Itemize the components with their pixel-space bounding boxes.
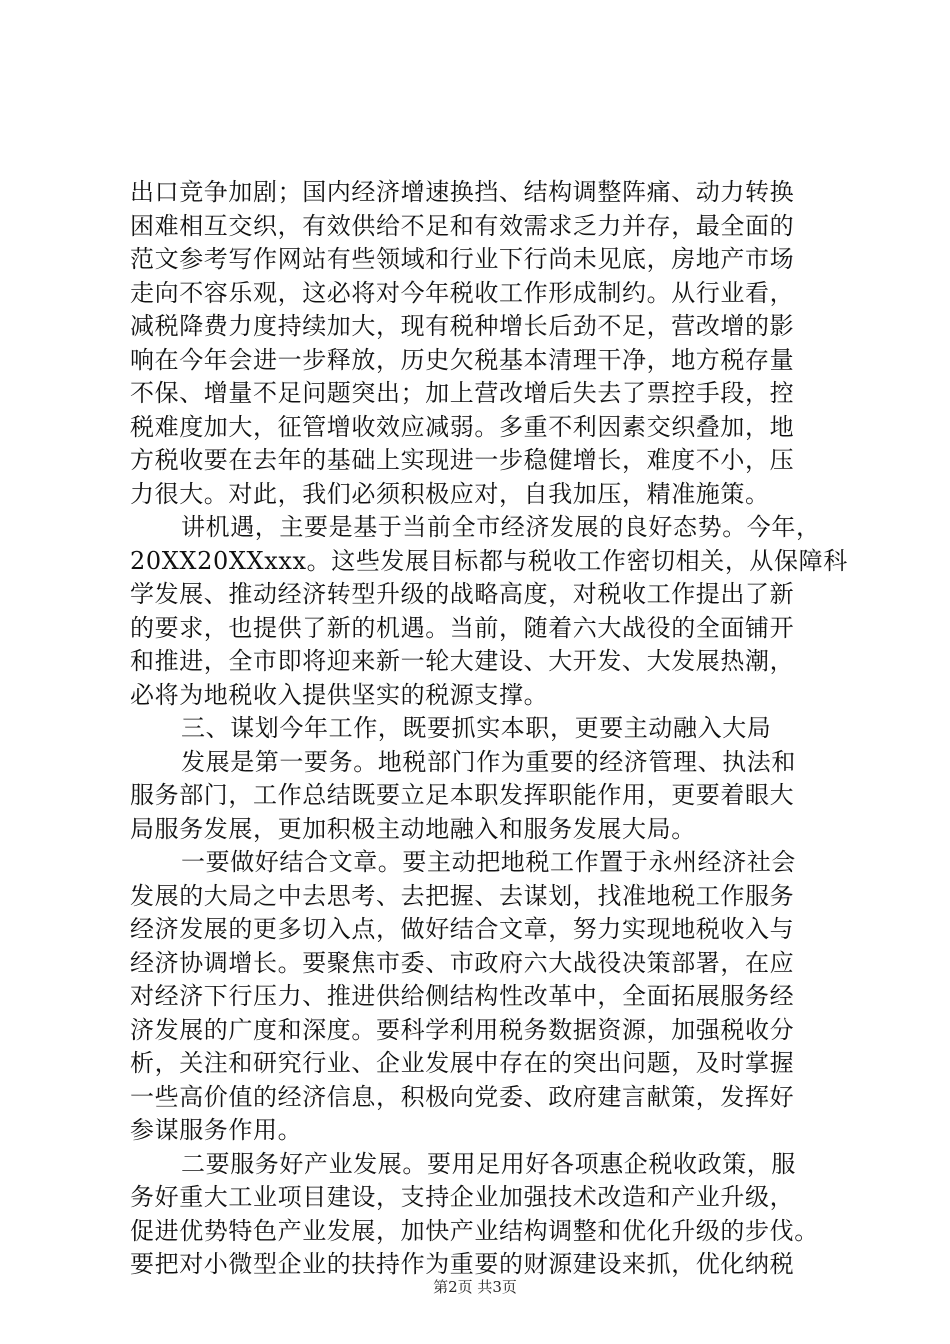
- text-line: 要把对小微型企业的扶持作为重要的财源建设来抓，优化纳税: [130, 1250, 795, 1278]
- text-line: 参谋服务作用。: [130, 1116, 303, 1144]
- text-line: 税难度加大，征管增收效应减弱。多重不利因素交织叠加，地: [130, 412, 795, 441]
- text-line: 和推进，全市即将迎来新一轮大建设、大开发、大发展热潮，: [130, 647, 795, 675]
- page-number-footer: 第2页 共3页: [433, 1278, 517, 1296]
- text-line: 20XX20XXxxx。这些发展目标都与税收工作密切相关，从保障科: [130, 546, 848, 575]
- text-line: 出口竞争加剧；国内经济增速换挡、结构调整阵痛、动力转换: [130, 178, 795, 206]
- document-body: [130, 176, 848, 1282]
- text-line: 力很大。对此，我们必须积极应对，自我加压，精准施策。: [130, 479, 770, 508]
- paragraph-start-line: 讲机遇，主要是基于当前全市经济发展的良好态势。今年，: [181, 513, 821, 541]
- text-line: 方税收要在去年的基础上实现进一步稳健增长，难度不小，压: [130, 446, 795, 474]
- paragraph-start-line: 发展是第一要务。地税部门作为重要的经济管理、执法和: [181, 747, 796, 776]
- paragraph-start-line: 二要服务好产业发展。要用足用好各项惠企税收政策，服: [181, 1149, 796, 1178]
- text-line: 对经济下行压力、推进供给侧结构性改革中，全面拓展服务经: [130, 982, 795, 1010]
- text-line: 学发展、推动经济转型升级的战略高度，对税收工作提出了新: [130, 580, 795, 608]
- text-line: 经济协调增长。要聚焦市委、市政府六大战役决策部署，在应: [130, 948, 795, 977]
- text-line: 困难相互交织，有效供给不足和有效需求乏力并存，最全面的: [130, 211, 795, 240]
- text-line: 服务部门，工作总结既要立足本职发挥职能作用，更要着眼大: [130, 781, 795, 809]
- text-line: 济发展的广度和深度。要科学利用税务数据资源，加强税收分: [130, 1015, 795, 1044]
- text-line: 的要求，也提供了新的机遇。当前，随着六大战役的全面铺开: [130, 613, 795, 642]
- text-line: 务好重大工业项目建设，支持企业加强技术改造和产业升级，: [130, 1183, 795, 1211]
- text-line: 范文参考写作网站有些领域和行业下行尚未见底，房地产市场: [130, 245, 795, 273]
- text-line: 析，关注和研究行业、企业发展中存在的突出问题，及时掌握: [130, 1049, 795, 1077]
- text-line: 发展的大局之中去思考、去把握、去谋划，找准地税工作服务: [130, 881, 795, 910]
- section-heading: 三、谋划今年工作，既要抓实本职，更要主动融入大局: [181, 714, 772, 742]
- text-line: 局服务发展，更加积极主动地融入和服务发展大局。: [130, 814, 696, 843]
- text-line: 经济发展的更多切入点，做好结合文章，努力实现地税收入与: [130, 915, 795, 943]
- paragraph-start-line: 一要做好结合文章。要主动把地税工作置于永州经济社会: [181, 848, 796, 876]
- text-line: 必将为地税收入提供坚实的税源支撑。: [130, 680, 549, 709]
- text-line: 促进优势特色产业发展，加快产业结构调整和优化升级的步伐。: [130, 1216, 819, 1245]
- text-line: 响在今年会进一步释放，历史欠税基本清理干净，地方税存量: [130, 345, 795, 374]
- text-line: 走向不容乐观，这必将对今年税收工作形成制约。从行业看，: [130, 278, 795, 307]
- text-line: 减税降费力度持续加大，现有税种增长后劲不足，营改增的影: [130, 312, 795, 340]
- text-line: 一些高价值的经济信息，积极向党委、政府建言献策，发挥好: [130, 1082, 795, 1111]
- text-line: 不保、增量不足问题突出；加上营改增后失去了票控手段，控: [130, 379, 795, 407]
